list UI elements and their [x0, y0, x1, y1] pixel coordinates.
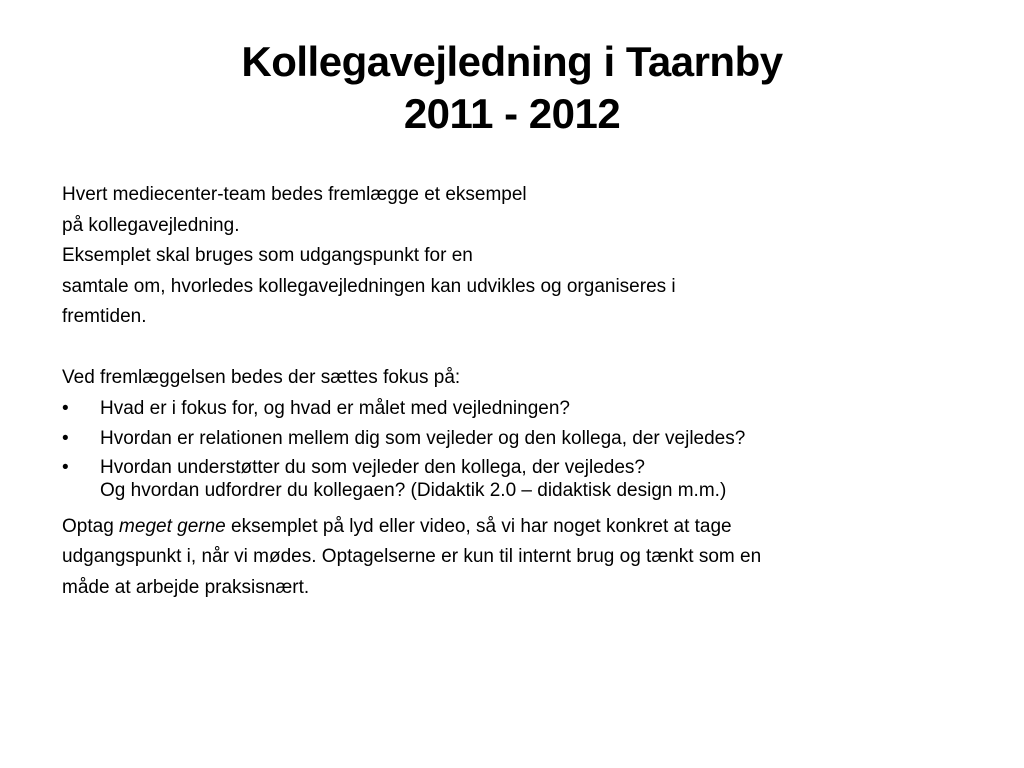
intro-line-3: Eksemplet skal bruges som udgangspunkt for en — [62, 245, 473, 266]
bullet-continuation: Og hvordan udfordrer du kollegaen? (Didaktik 2.0 – didaktisk design m.m.) — [100, 479, 727, 501]
closing-line-1 — [62, 512, 962, 543]
slide-title — [0, 36, 1024, 140]
paragraph-spacer — [62, 333, 962, 364]
title-line-1: Kollegavejledning i Taarnby — [241, 38, 783, 85]
closing-line-2: udgangspunkt i, når vi mødes. Optagelserne er kun til internt brug og tænkt som en — [62, 546, 762, 567]
focus-bullet-list — [62, 394, 962, 512]
bullet-text: Hvad er i fokus for, og hvad er målet med vejledningen? — [100, 397, 570, 419]
intro-line-5: fremtiden. — [62, 306, 147, 327]
intro-line-1: Hvert mediecenter-team bedes fremlægge et eksempel — [62, 184, 527, 205]
focus-intro: Ved fremlæggelsen bedes der sættes fokus på: — [62, 367, 461, 388]
bullet-marker: • — [62, 456, 69, 478]
bullet-marker: • — [62, 428, 69, 449]
bullet-text: Hvordan understøtter du som vejleder den kollega, der vejledes? — [100, 456, 645, 478]
bullet-text: Hvordan er relationen mellem dig som vejleder og den kollega, der vejledes? — [100, 428, 746, 449]
closing-line-3: måde at arbejde praksisnært. — [62, 576, 310, 598]
closing-emphasis: meget gerne — [119, 515, 226, 537]
bullet-marker: • — [62, 397, 69, 419]
intro-line-4: samtale om, hvorledes kollegavejledningen kan udvikles og organiseres i — [62, 275, 676, 297]
slide-body — [62, 180, 962, 603]
closing-line-1-pre: Optag — [62, 515, 120, 537]
bullet-item — [62, 455, 962, 512]
title-line-2: 2011 - 2012 — [403, 90, 621, 137]
closing-line-1-post: eksemplet på lyd eller video, så vi har noget konkret at tage — [225, 515, 732, 537]
bullet-item — [62, 394, 962, 425]
bullet-item — [62, 424, 962, 455]
intro-line-2: på kollegavejledning. — [62, 214, 240, 236]
